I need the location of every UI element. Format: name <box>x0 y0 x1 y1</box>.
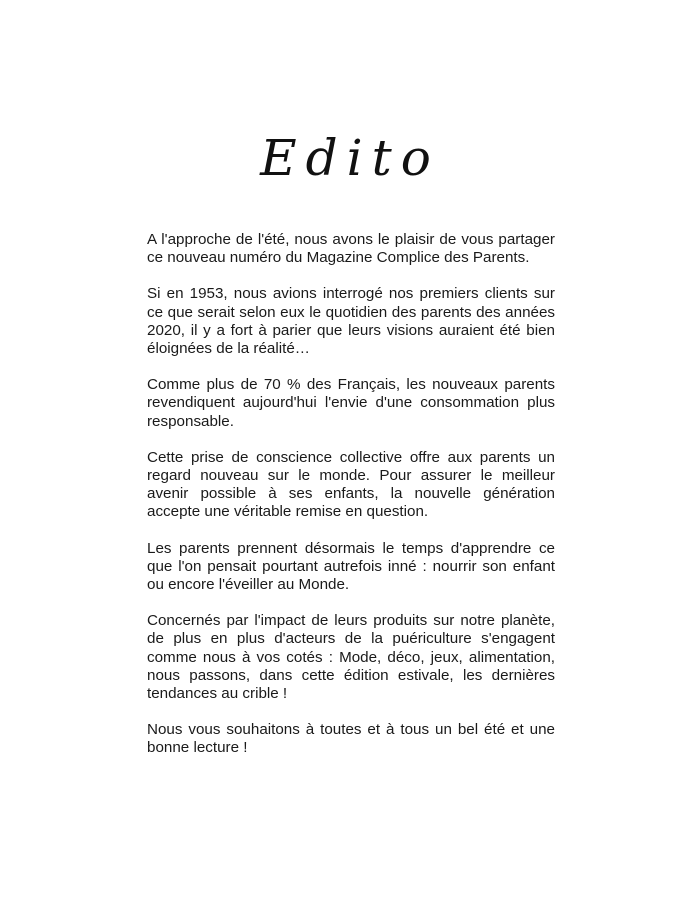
paragraph-2: Si en 1953, nous avions interrogé nos premiers clients sur ce que serait selon eux le quotidien des parents des années 2020, il y a fort à parier que leurs visions auraient été bien éloignées de la réalité… <box>147 285 555 358</box>
paragraph-6: Concernés par l'impact de leurs produits sur notre planète, de plus en plus d'acteurs de la puériculture s'engagent comme nous à vos cotés : Mode, déco, jeux, alimentation, nous passons, dans cette édition estivale, les dernières tendances au crible ! <box>147 612 555 703</box>
editorial-body <box>147 231 555 776</box>
paragraph-1: A l'approche de l'été, nous avons le plaisir de vous partager ce nouveau numéro du Magazine Complice des Parents. <box>147 231 555 267</box>
paragraph-5: Les parents prennent désormais le temps d'apprendre ce que l'on pensait pourtant autrefois inné : nourrir son enfant ou encore l'éveiller au Monde. <box>147 539 555 594</box>
paragraph-3: Comme plus de 70 % des Français, les nouveaux parents revendiquent aujourd'hui l'envie d'une consommation plus responsable. <box>147 376 555 430</box>
paragraph-7: Nous vous souhaitons à toutes et à tous un bel été et une bonne lecture ! <box>147 721 555 757</box>
page-title: Edito <box>260 129 440 187</box>
paragraph-4: Cette prise de conscience collective offre aux parents un regard nouveau sur le monde. Pour assurer le meilleur avenir possible à ses enfants, la nouvelle génération accepte une véritable remise en question. <box>147 448 555 521</box>
